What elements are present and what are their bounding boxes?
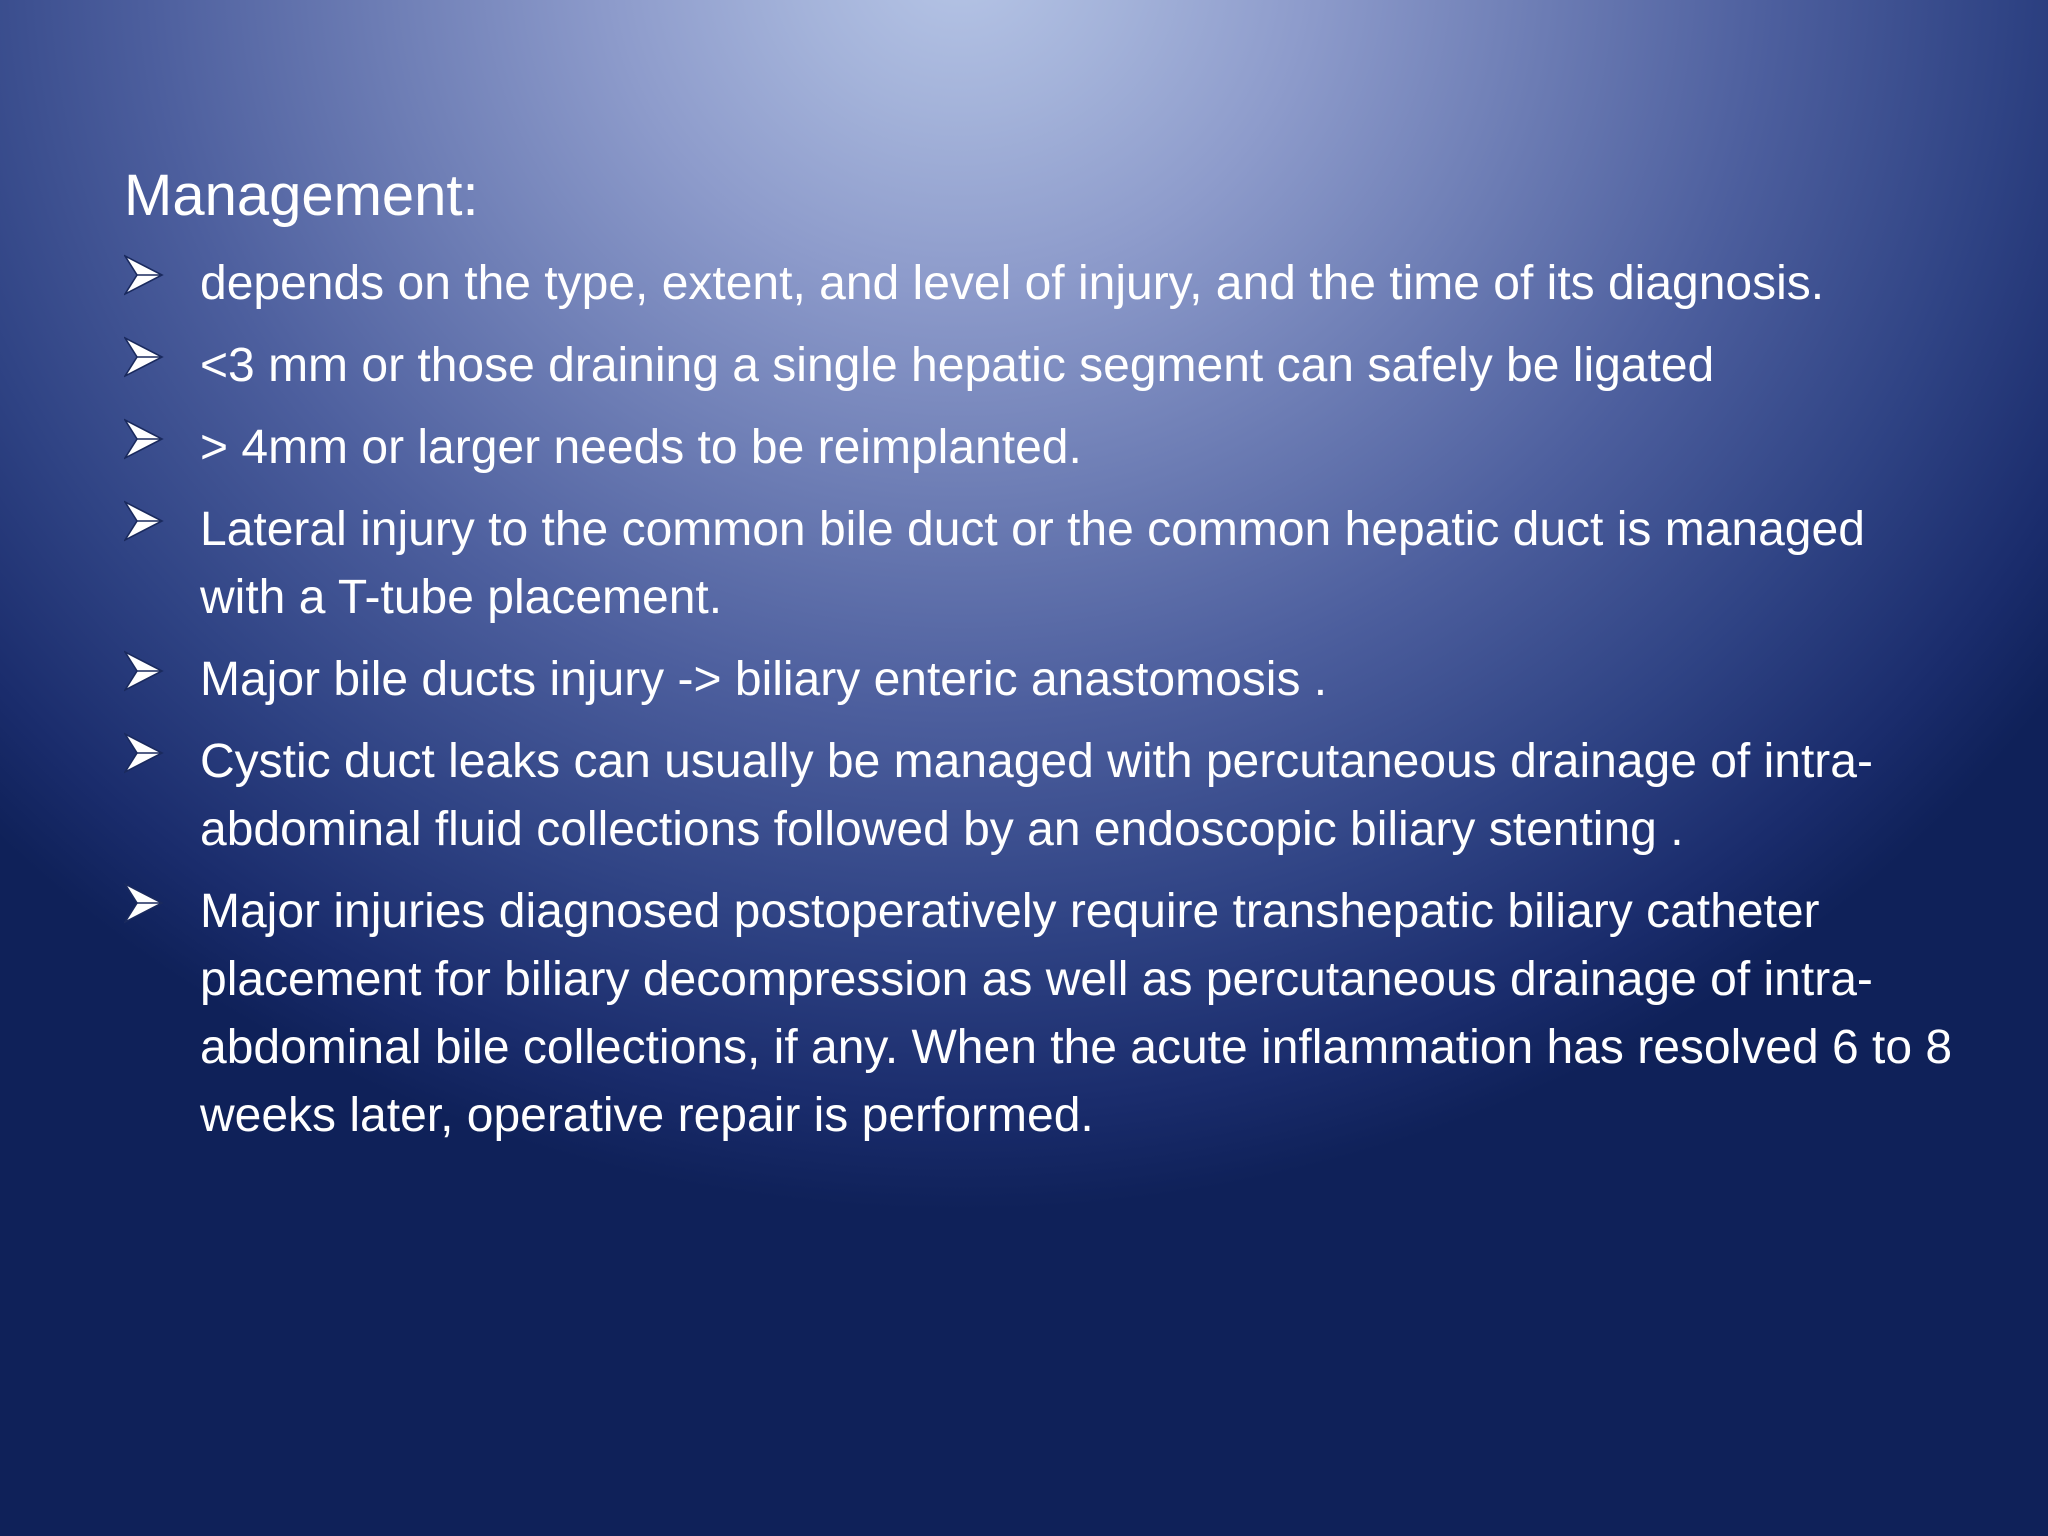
- arrowhead-bullet-icon: [124, 732, 164, 774]
- bullet-item: [124, 496, 1954, 632]
- arrowhead-bullet-icon: [124, 418, 164, 460]
- arrowhead-bullet-icon: [124, 882, 164, 924]
- arrowhead-bullet-icon: [124, 500, 164, 542]
- bullet-list: [124, 250, 1954, 1164]
- bullet-item: [124, 332, 1954, 400]
- bullet-item: [124, 250, 1954, 318]
- bullet-text: > 4mm or larger needs to be reimplanted.: [200, 421, 1082, 474]
- bullet-item: [124, 414, 1954, 482]
- bullet-text: <3 mm or those draining a single hepatic segment can safely be ligated: [200, 339, 1715, 392]
- bullet-text: depends on the type, extent, and level of injury, and the time of its diagnosis.: [200, 257, 1825, 310]
- bullet-text: Lateral injury to the common bile duct or the common hepatic duct is managed with a T-tube placement.: [200, 503, 1865, 624]
- bullet-text: Cystic duct leaks can usually be managed with percutaneous drainage of intra-abdominal fluid collections followed by an endoscopic biliary stenting .: [200, 735, 1873, 856]
- bullet-text: Major injuries diagnosed postoperatively require transhepatic biliary catheter placement for biliary decompression as well as percutaneous drainage of intra-abdominal bile collections, if any. When the acute inflammation has resolved 6 to 8 weeks later, operative repair is performed.: [200, 885, 1953, 1142]
- bullet-item: [124, 646, 1954, 714]
- slide-title: Management:: [124, 163, 479, 228]
- arrowhead-bullet-icon: [124, 254, 164, 296]
- arrowhead-bullet-icon: [124, 650, 164, 692]
- bullet-item: [124, 728, 1954, 864]
- bullet-text: Major bile ducts injury -> biliary enteric anastomosis .: [200, 653, 1328, 706]
- bullet-item: [124, 878, 1954, 1150]
- arrowhead-bullet-icon: [124, 336, 164, 378]
